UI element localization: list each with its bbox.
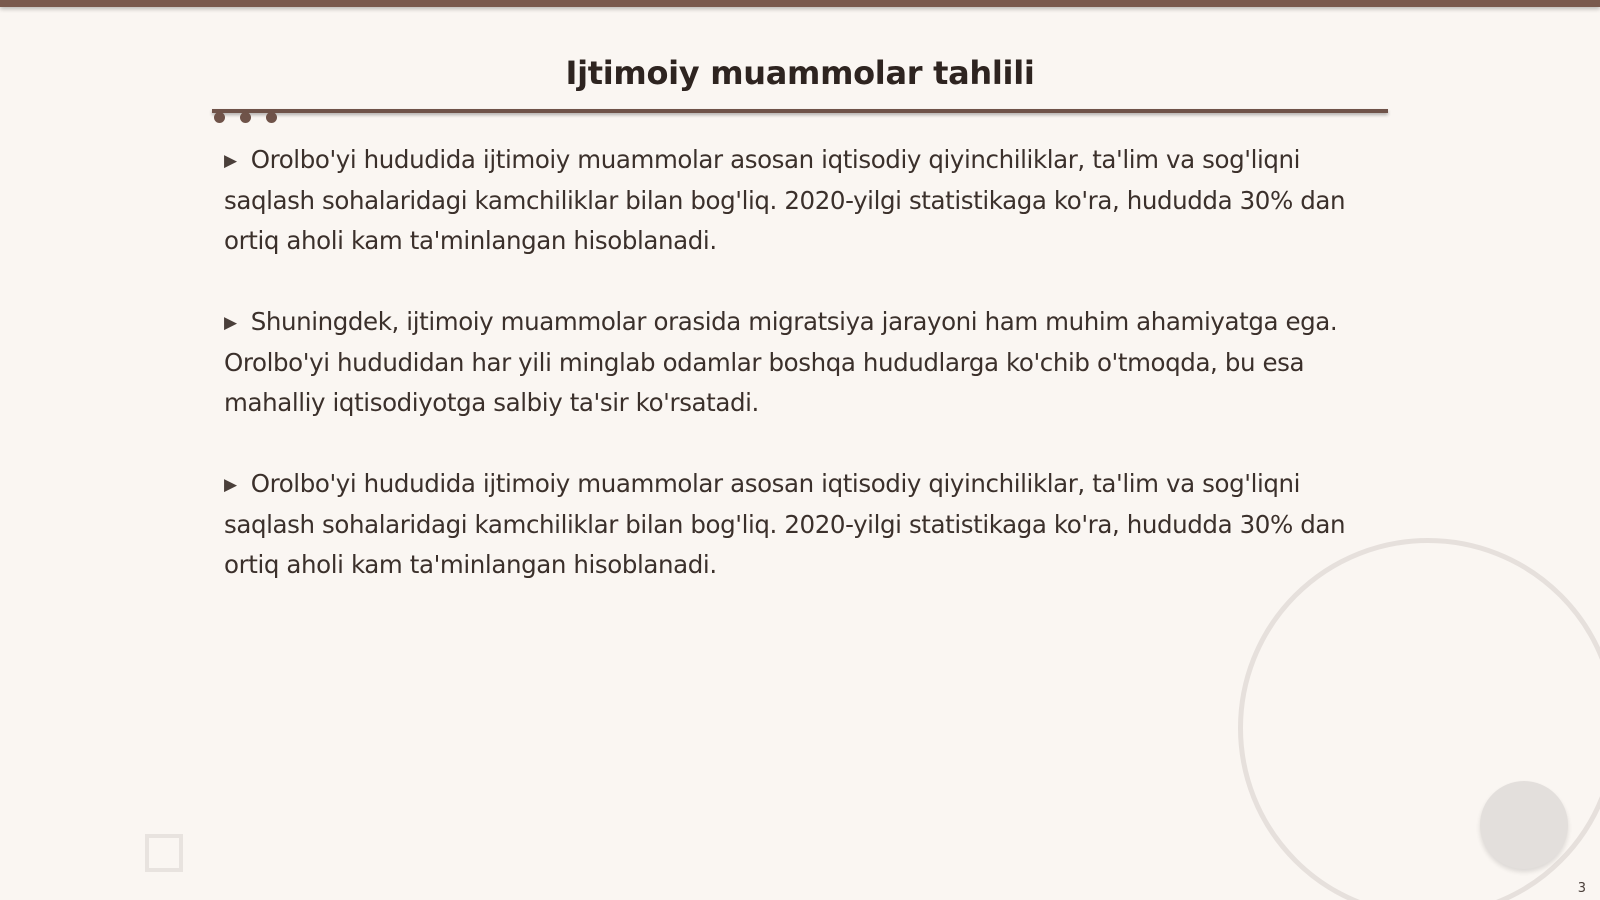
slide-title: Ijtimoiy muammolar tahlili [565, 54, 1035, 92]
triangle-bullet-icon: ▶ [224, 475, 237, 495]
bullet-paragraph-2 [224, 302, 1364, 423]
decorative-square [145, 834, 183, 872]
bullet-paragraph-1 [224, 140, 1364, 261]
page-number: 3 [1577, 881, 1586, 896]
triangle-bullet-icon: ▶ [224, 313, 237, 333]
top-accent-bar [0, 0, 1600, 7]
title-dot-3 [266, 112, 277, 123]
decorative-circle [1480, 781, 1568, 869]
paragraph-text: Orolbo'yi hududida ijtimoiy muammolar asosan iqtisodiy qiyinchiliklar, ta'lim va sog'liqni saqlash sohalaridagi kamchiliklar bilan bog'liq. 2020-yilgi statistikaga ko'ra, hududda 30% dan ortiq aholi kam ta'minlangan hisoblanadi. [224, 469, 1346, 579]
title-dot-2 [240, 112, 251, 123]
slide-body [224, 140, 1364, 626]
paragraph-text: Shuningdek, ijtimoiy muammolar orasida migratsiya jarayoni ham muhim ahamiyatga ega. Orolbo'yi hududidan har yili minglab odamlar boshqa hududlarga ko'chib o'tmoqda, bu esa mahalliy iqtisodiyotga salbiy ta'sir ko'rsatadi. [224, 307, 1338, 417]
title-underline [212, 109, 1388, 113]
bullet-paragraph-3 [224, 464, 1364, 585]
triangle-bullet-icon: ▶ [224, 151, 237, 171]
title-dot-1 [214, 112, 225, 123]
paragraph-text: Orolbo'yi hududida ijtimoiy muammolar asosan iqtisodiy qiyinchiliklar, ta'lim va sog'liqni saqlash sohalaridagi kamchiliklar bilan bog'liq. 2020-yilgi statistikaga ko'ra, hududda 30% dan ortiq aholi kam ta'minlangan hisoblanadi. [224, 145, 1346, 255]
